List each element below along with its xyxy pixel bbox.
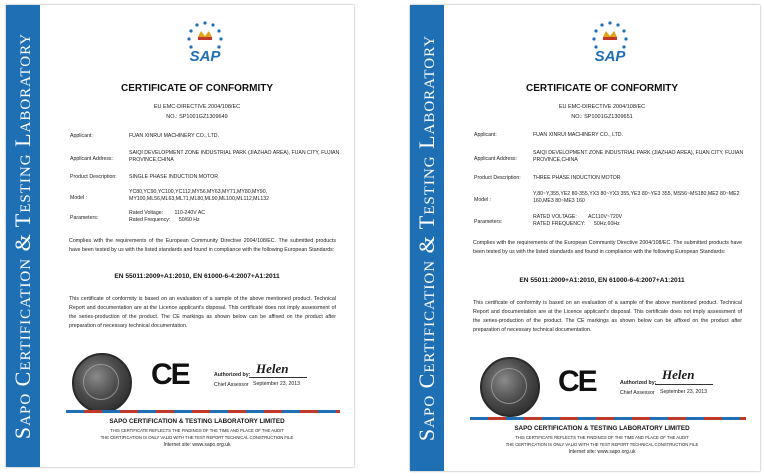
model-value: Y,80~Y,355,YE2 80-355,YX3 80~YX3 355,YE3 80~YE3 355, MS56~MS180,ME2 80~ME2 160,ME3 80~ME3 160 (533, 191, 740, 204)
certificate-title: CERTIFICATE OF CONFORMITY (120, 83, 274, 94)
model-label: Model : (70, 195, 88, 201)
parameters-voltage: RATED VOLTAGE: AC110V~720V (533, 214, 623, 220)
model-label: Model : (474, 197, 492, 203)
divider-stripe (470, 417, 746, 420)
footer-line-2: THE CERTIFICATION IS ONLY VALID WITH THE TEST REPORT TECHNICAL CONSTRUCTION FILE (100, 435, 294, 440)
product-value: THREE PHASE INDUCTION MOTOR (533, 175, 621, 181)
website: Internet site: www.sapo.org.uk (568, 449, 636, 455)
ce-mark: CE (558, 365, 596, 398)
laboratory-seal (480, 357, 540, 417)
footer-line-2: THE CERTIFICATION IS ONLY VALID WITH THE TEST REPORT TECHNICAL CONSTRUCTION FILE (505, 442, 699, 447)
product-label: Product Description: (70, 174, 117, 180)
authorized-label: Authorized by: (620, 380, 657, 386)
applicant-label: Applicant: (70, 133, 93, 139)
parameters-voltage: Rated Voltage: 110-240V AC (129, 210, 206, 216)
standards: EN 55011:2009+A1:2010, EN 61000-6-4:2007+A1:2011 (114, 273, 280, 280)
parameters-frequency: RATED FREQUENCY: 50Hz,60Hz (533, 221, 620, 227)
basis-text: This certificate of conformity is based on an evaluation of a sample of the above mentioned product. Technical Report and documentation are at the Licence applicant's disposal. This certificate does not imply assessment of the series-production of the product. The CE markings as shown below can be affixed on the product after preparation of necessary technical documentation. (69, 296, 336, 329)
standards: EN 55011:2009+A1:2010, EN 61000-6-4:2007+A1:2011 (519, 277, 685, 284)
applicant-value: FUAN XINRUI MACHINERY CO., LTD. (129, 133, 219, 139)
address-value: SAIQI DEVELOPMENT ZONE INDUSTRIAL PARK (JIAZHAO AREA), FUAN CITY, FUJIAN PROVINCE,CHINA (533, 150, 744, 163)
address-value: SAIQI DEVELOPMENT ZONE INDUSTRIAL PARK (JIAZHAO AREA), FUAN CITY, FUJIAN PROVINCE,CHINA (129, 150, 340, 163)
certificate-2 (410, 5, 760, 471)
date: September 23, 2013 (253, 381, 301, 387)
assessor-label: Chief Assessor (214, 382, 249, 388)
parameters-label: Parameters: (70, 215, 99, 221)
divider-stripe (66, 410, 340, 413)
signature: Helen (256, 361, 289, 376)
certificate-number: NO.: SP1001GZ1309649 (166, 114, 228, 120)
directive: EU EMC-DIRECTIVE 2004/108/EC (153, 104, 241, 110)
side-banner (6, 5, 40, 467)
address-label: Applicant Address: (474, 156, 517, 162)
authorized-label: Authorized by: (214, 372, 251, 378)
laboratory-seal (72, 353, 132, 413)
address-label: Applicant Address: (70, 156, 113, 162)
signature-line (655, 384, 713, 385)
certificate-title: CERTIFICATE OF CONFORMITY (525, 83, 679, 94)
footer-line-1: THIS CERTIFICATE REFLECTS THE FINDINGS OF THE TIME AND PLACE OF THE AUDIT (110, 428, 284, 433)
parameters-label: Parameters: (474, 219, 503, 225)
certificate-1 (6, 5, 354, 467)
side-banner-text: Sapo Certification & Testing Laboratory (10, 32, 35, 440)
applicant-label: Applicant: (474, 132, 497, 138)
footer-line-1: THIS CERTIFICATE REFLECTS THE FINDINGS OF THE TIME AND PLACE OF THE AUDIT (515, 435, 689, 440)
lab-name: SAPO CERTIFICATION & TESTING LABORATORY LIMITED (514, 425, 690, 432)
certificate-number: NO.: SP1001GZ1309651 (571, 114, 633, 120)
compliance-text: Complies with the requirements of the European Community Directive 2004/108/EC. The submitted products have been tested by us with the listed standards and found in compliance with the following European Standards: (69, 238, 336, 253)
svg-text:SAP: SAP (189, 48, 221, 65)
signature-line (249, 377, 307, 378)
date: September 23, 2013 (660, 389, 708, 395)
side-banner-text: Sapo Certification & Testing Laboratory (414, 34, 439, 442)
lab-name: SAPO CERTIFICATION & TESTING LABORATORY LIMITED (109, 418, 285, 425)
signature: Helen (662, 367, 695, 382)
applicant-value: FUAN XINRUI MACHINERY CO., LTD. (533, 132, 623, 138)
website: Internet site: www.sapo.org.uk (163, 442, 231, 448)
svg-text:SAP: SAP (594, 48, 626, 65)
basis-text: This certificate of conformity is based on an evaluation of a sample of the above mentioned product. Technical Report and documentation are at the Licence applicant's disposal. This certificate does not imply assessment of the series-production of the product. The CE markings as shown below can be affixed on the product after preparation of necessary technical documentation. (473, 300, 742, 333)
model-value: YC80,YC90,YC100,YC112,MY56,MY63,MY71,MY80,MY90, MY100,ML56,ML63,ML71,ML80,ML90,ML100,ML112,ML132 (129, 189, 270, 202)
compliance-text: Complies with the requirements of the European Community Directive 2004/108/EC. The submitted products have been tested by us with the listed standards and found in compliance with the following European Standards: (473, 240, 742, 255)
product-value: SINGLE PHASE INDUCTION MOTOR (129, 174, 218, 180)
parameters-frequency: Rated Frequency: 50/60 Hz (129, 217, 200, 223)
ce-mark: CE (151, 358, 189, 391)
directive: EU EMC-DIRECTIVE 2004/108/EC (558, 104, 646, 110)
sapo-logo-icon (175, 17, 235, 77)
sapo-logo-icon (580, 17, 640, 77)
product-label: Product Description: (474, 175, 521, 181)
side-banner (410, 5, 444, 471)
assessor-label: Chief Assessor (620, 390, 655, 396)
